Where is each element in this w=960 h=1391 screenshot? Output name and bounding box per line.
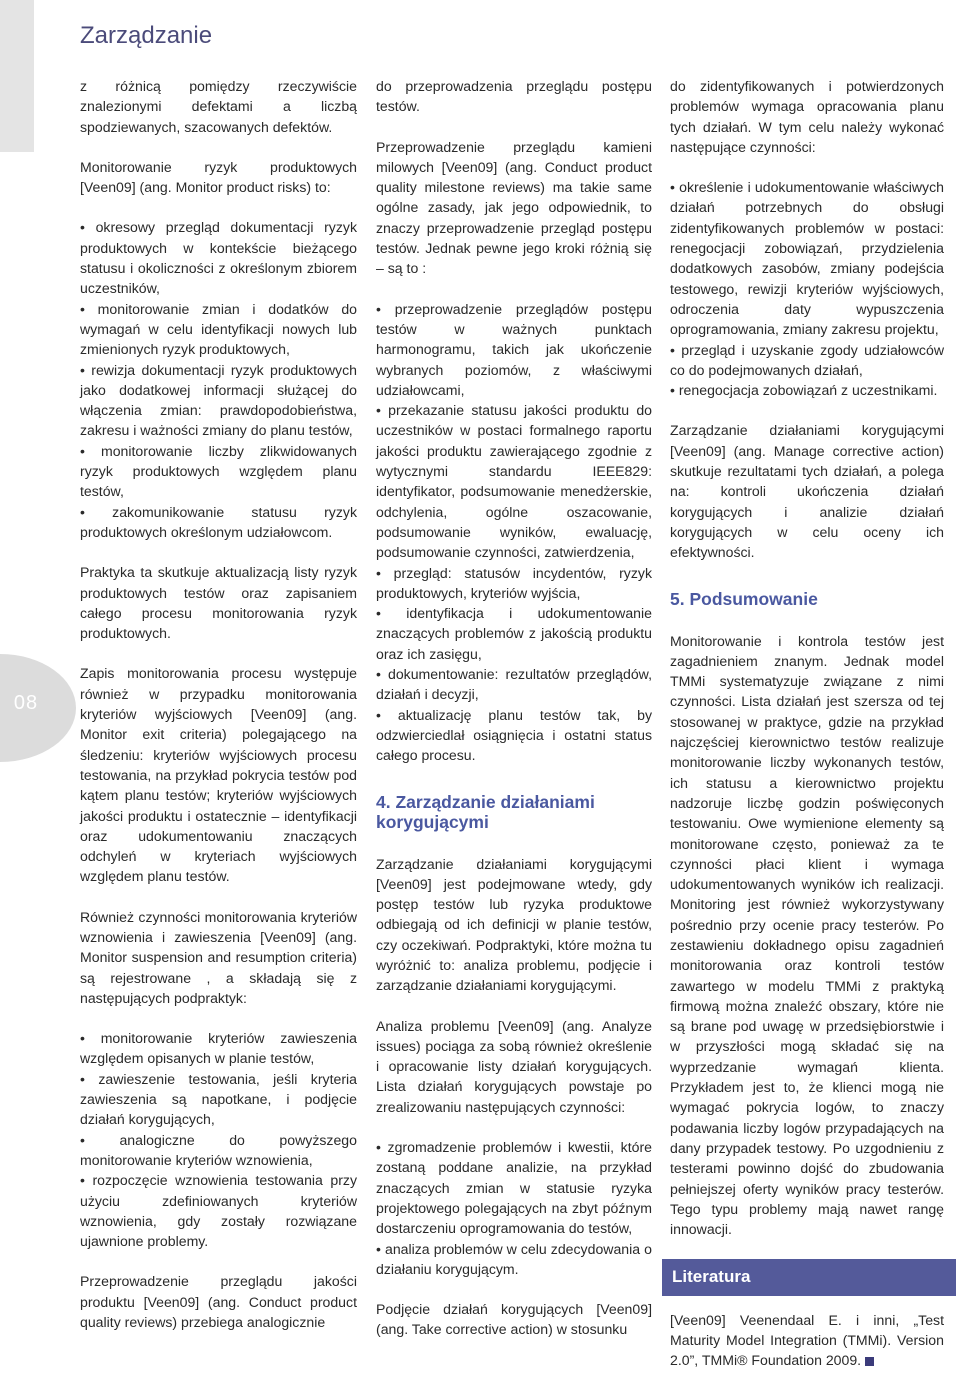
column-2: [376, 76, 652, 1360]
list-item: • analiza problemów w celu zdecydowania o działaniu korygującym.: [376, 1239, 652, 1280]
paragraph: Praktyka ta skutkuje aktualizacją listy ryzyk produktowych testów oraz zapisaniem całego procesu monitorowania ryzyk produktowych.: [80, 564, 357, 642]
bullet-list: [376, 299, 652, 766]
bullet-list: [376, 1137, 652, 1279]
list-item: • monitorowanie kryteriów zawieszenia względem opisanych w planie testów,: [80, 1028, 357, 1069]
paragraph: Zarządzanie działaniami korygującymi [Veen09] jest podejmowane wtedy, gdy postęp testów lub ryzyka produktowe odbiegają od ich definicji w planie testów, czy oczekiwań. Podpraktyki, które można tu wyróżnić to: analiza problemu, podjęcie i zarządzanie działaniami korygującymi.: [376, 855, 652, 994]
list-item: • przeprowadzenie przeglądów postępu testów w ważnych punktach harmonogramu, takich jak ukończenie wybranych poziomów, z właściwymi udziałowcami,: [376, 299, 652, 400]
list-item: • aktualizację planu testów tak, by odzwierciedlał osiągnięcia i ostatni status całego procesu.: [376, 705, 652, 766]
list-item: • renegocjacja zobowiązań z uczestnikami.: [670, 380, 944, 400]
reference-entry: [670, 1310, 944, 1371]
bullet-list: [80, 217, 357, 542]
list-item: • zakomunikowanie statusu ryzyk produktowych określonym udziałowcom.: [80, 502, 357, 543]
list-item: • określenie i udokumentowanie właściwych działań potrzebnych do obsługi zidentyfikowanych problemów w postaci: renegocjacji zobowiązań, przydzielenia dodatkowych zasobów, zmiany podejścia testowego, rewizji kryteriów wyjściowych, odroczenia daty wypuszczenia oprogramowania, zmiany zakresu projektu,: [670, 177, 944, 339]
section-heading: 5. Podsumowanie: [670, 588, 818, 609]
literature-heading: Literatura: [662, 1259, 956, 1295]
list-item: • zgromadzenie problemów i kwestii, które zostaną poddane analizie, na przykład znaczących zmian w statusie ryzyka projektowego polegających na zbyt późnym dostarczeniu oprogramowania do testów,: [376, 1137, 652, 1238]
paragraph: Przeprowadzenie przeglądu kamieni milowych [Veen09] (ang. Conduct product quality milestone reviews) ma takie same ogólne zasady, jak jego odpowiednik, to znaczy przeprowadzenie przegląd postępu testów. Jednak pewne jego kroki różnią się – są to :: [376, 138, 652, 277]
paragraph: do zidentyfikowanych i potwierdzonych problemów wymaga opracowania planu tych działań. W tym celu należy wykonać następujące czynności:: [670, 78, 944, 155]
paragraph: z różnicą pomiędzy rzeczywiście znalezionymi defektami a liczbą spodziewanych, szacowanych defektów.: [80, 78, 357, 135]
column-1: [80, 76, 357, 1352]
paragraph: Zarządzanie działaniami korygującymi [Veen09] (ang. Manage corrective action) skutkuje rezultatami tych działań, a polega na: kontroli ukończenia działań korygujących i analizie działań korygujących w celu oceny ich efektywności.: [670, 422, 944, 561]
paragraph: Podjęcie działań korygujących [Veen09] (ang. Take corrective action) w stosunku: [376, 1301, 652, 1338]
page-number: 08: [13, 692, 39, 714]
section-heading: 4. Zarządzanie działaniami korygującymi: [376, 791, 595, 832]
bullet-list: [670, 177, 944, 400]
section-title: Zarządzanie: [80, 22, 213, 49]
paragraph: do przeprowadzenia przeglądu postępu testów.: [376, 78, 652, 115]
list-item: • zawieszenie testowania, jeśli kryteria zawieszenia są napotkane, i podjęcie działań korygujących,: [80, 1069, 357, 1130]
list-item: • monitorowanie liczby zlikwidowanych ryzyk produktowych względem planu testów,: [80, 441, 357, 502]
list-item: • monitorowanie zmian i dodatków do wymagań w celu identyfikacji nowych lub zmienionych ryzyk produktowych,: [80, 299, 357, 360]
list-item: • przekazanie statusu jakości produktu do uczestników w postaci formalnego raportu jakości produktu zawierającego zgodnie z wytycznymi standardu IEEE829: identyfikator, podsumowanie menedżerskie, odchylenia, ogólne oszacowanie, podsumowanie wyników, ewaluację, podsumowanie czynności, zatwierdzenia,: [376, 400, 652, 562]
list-item: • rewizja dokumentacji ryzyk produktowych jako dodatkowej informacji służącej do włączenia zmian: prawdopodobieństwa, zakresu i ważności zmiany do planu testów,: [80, 360, 357, 441]
column-3: [670, 76, 944, 1391]
list-item: • dokumentowanie: rezultatów przeglądów, działań i decyzji,: [376, 664, 652, 705]
list-item: • przegląd: statusów incydentów, ryzyk produktowych, kryteriów wyjścia,: [376, 563, 652, 604]
paragraph: Monitorowanie i kontrola testów jest zagadnieniem znanym. Jednak model TMMi systematyzuje związane z nimi czynności. Lista działań jest szersza od tej stosowanej w praktyce, gdzie na przykład najczęściej kierownictwo testów realizuje monitorowanie liczby wykonanych testów, ich statusu a kierownictwo projektu nadzoruje liczbę godzin poświęconych testowaniu. Owe wymienione elementy są monitorowane często, ponieważ za te czynności płaci klient i wymaga udokumentowanych wyników ich realizacji. Monitoring jest również wykorzystywany pośrednio przy ocenie pracy testerów. Po zestawieniu dokładnego opisu zagadnień monitorowania oraz kontroli testów zawartego w modelu TMMi z praktyką firmową można znaleźć obszary, które nie są brane pod uwagę w przedsiębiorstwie i w przyszłości mogą składać się na wyprzedzanie wymagań klienta. Przykładem jest to, że klienci mogą nie wymagać pokrycia logów, to znaczy podawania liczby logów przypadających na dany przypadek testowy. Po uzgodnieniu z testerami powinno dojść do zbudowania pełniejszej oferty wyników pracy testerów. Tego typu problemy mają nawet rangę innowacji.: [670, 632, 944, 1238]
list-item: • analogiczne do powyższego monitorowanie kryteriów wznowienia,: [80, 1130, 357, 1171]
paragraph: Monitorowanie ryzyk produktowych [Veen09] (ang. Monitor product risks) to:: [80, 158, 357, 196]
list-item: • identyfikacja i udokumentowanie znaczących problemów z jakością produktu oraz ich zasięgu,: [376, 603, 652, 664]
reference-text: [Veen09] Veenendaal E. i inni, „Test Maturity Model Integration (TMMi). Version 2.0”, TMMi® Foundation 2009.: [670, 1311, 944, 1369]
list-item: • okresowy przegląd dokumentacji ryzyk produktowych w kontekście bieżącego statusu i okoliczności z określonym zbiorem uczestników,: [80, 217, 357, 298]
paragraph: Analiza problemu [Veen09] (ang. Analyze issues) pociąga za sobą również określenie i opracowanie listy działań korygujących. Lista działań korygujących powstaje po zrealizowaniu następujących czynności:: [376, 1017, 652, 1115]
list-item: • rozpoczęcie wznowienia testowania przy użyciu zdefiniowanych kryteriów wznowienia, gdy zostały rozwiązane ujawnione problemy.: [80, 1170, 357, 1251]
paragraph: Przeprowadzenie przeglądu jakości produktu [Veen09] (ang. Conduct product quality reviews) przebiega analogicznie: [80, 1273, 357, 1331]
bullet-list: [80, 1028, 357, 1251]
header-side-bar: [0, 0, 34, 152]
paragraph: Również czynności monitorowania kryteriów wznowienia i zawieszenia [Veen09] (ang. Monitor suspension and resumption criteria) są rejestrowane , a składają się z następujących podpraktyk:: [80, 908, 357, 1006]
list-item: • przegląd i uzyskanie zgody udziałowców co do podejmowanych działań,: [670, 340, 944, 381]
paragraph: Zapis monitorowania procesu występuje również w przypadku monitorowania kryteriów wyjściowych [Veen09] (ang. Monitor exit criteria) polegającego na śledzeniu: kryteriów wyjściowych procesu testowania, na przykład pokrycia testów pod kątem planu testów; kryteriów wyjściowych jakości produktu i ostatecznie – identyfikacji oraz udokumentowaniu znaczących odchyleń w kryteriach wyjściowych względem planu testów.: [80, 665, 357, 885]
